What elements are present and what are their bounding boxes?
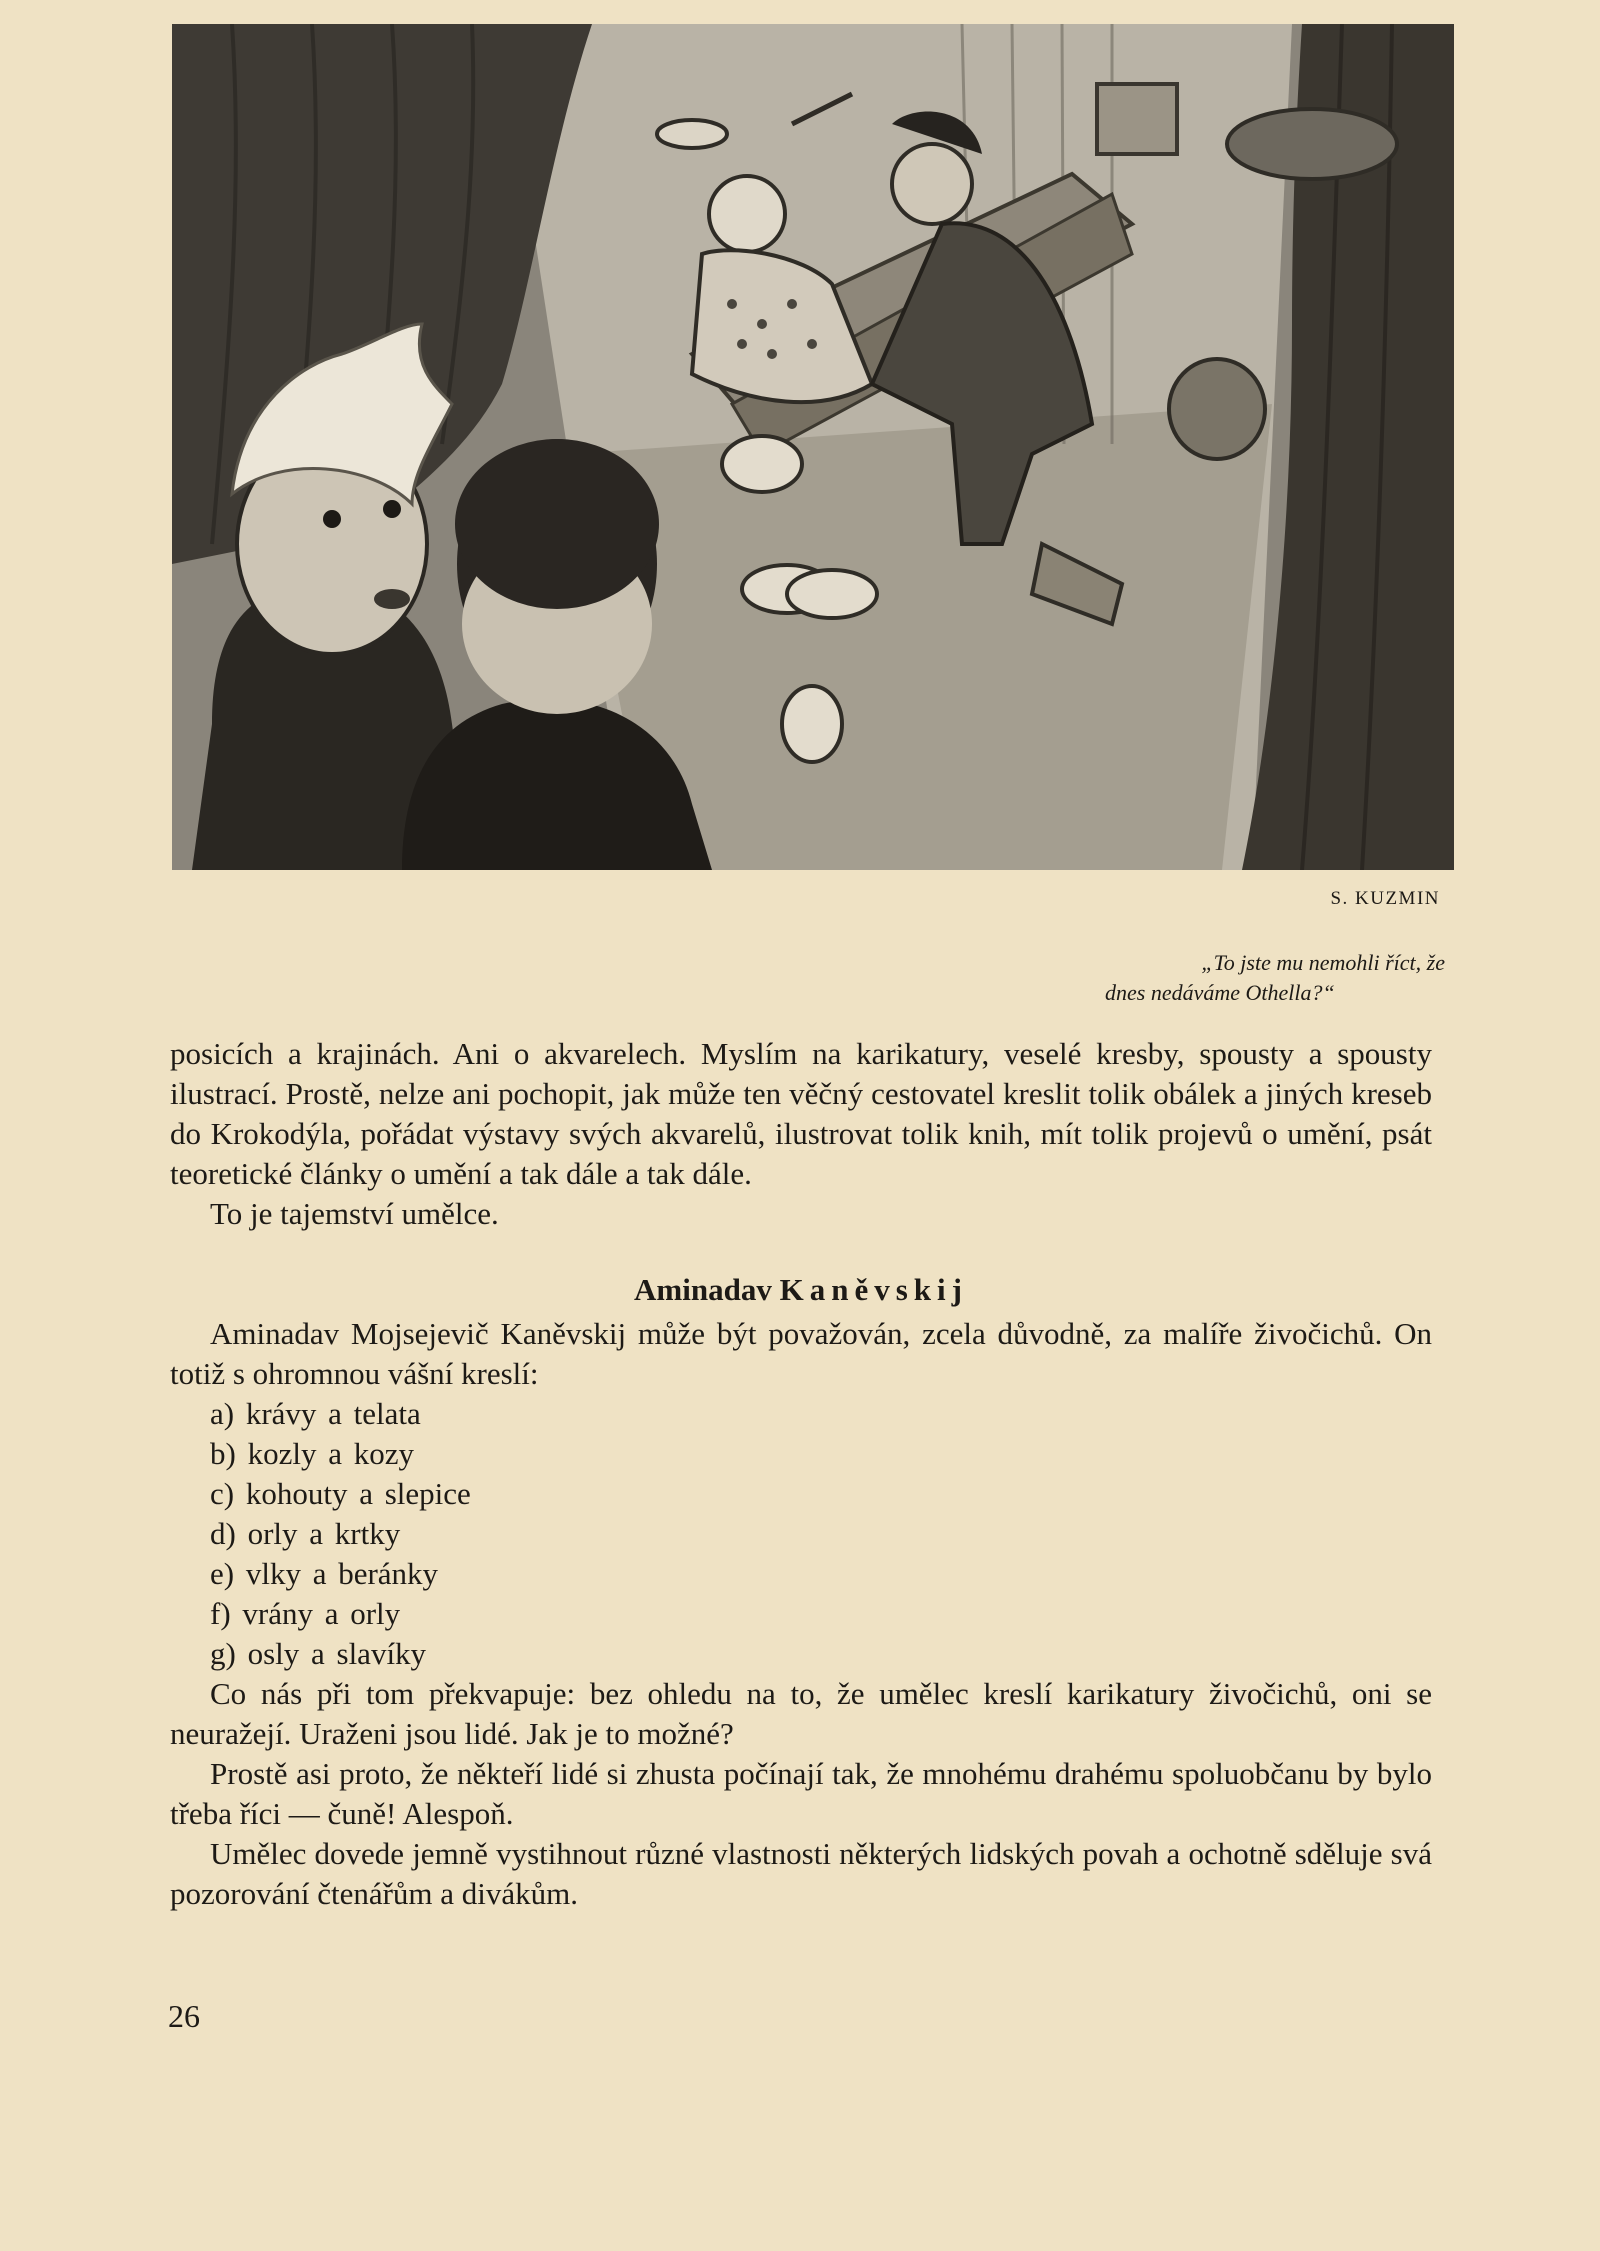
illustration-caption bbox=[1050, 948, 1445, 1008]
article-body bbox=[170, 1034, 1432, 1914]
animals-list bbox=[170, 1394, 1432, 1674]
list-item: e) vlky a beránky bbox=[210, 1556, 439, 1591]
list-item: b) kozly a kozy bbox=[210, 1436, 414, 1471]
list-item: f) vrány a orly bbox=[210, 1596, 401, 1631]
surprise-paragraph: Co nás při tom překvapuje: bez ohledu na to, že umělec kreslí karikatury živočichů, oni se neuražejí. Uraženi jsou lidé. Jak je to možné? bbox=[170, 1676, 1432, 1751]
intro-paragraph: posicích a krajinách. Ani o akvarelech. Myslím na karikatury, veselé kresby, spousty a spousty ilustrací. Prostě, nelze ani pochopit, jak může ten věčný cestovatel kreslit tolik obálek a jiných kreseb do Krokodýla, pořádat výstavy svých akvarelů, ilustrovat tolik knih, mít tolik projevů o umění, psát teoretické články o umění a tak dále a tak dále. bbox=[170, 1036, 1432, 1191]
page-number: 26 bbox=[168, 1998, 200, 2034]
secret-line: To je tajemství umělce. bbox=[210, 1196, 499, 1231]
reason-paragraph: Prostě asi proto, že někteří lidé si zhusta počínají tak, že mnohému drahému spoluobčanu by bylo třeba říci — čuně! Alespoň. bbox=[170, 1756, 1432, 1831]
list-item: g) osly a slavíky bbox=[210, 1636, 427, 1671]
cartoon-illustration-icon bbox=[172, 24, 1454, 870]
caption-line-2: dnes nedáváme Othella?“ bbox=[1105, 980, 1335, 1005]
heading-last-name: Kaněvskij bbox=[779, 1272, 968, 1307]
section-heading bbox=[170, 1270, 1432, 1310]
animals-intro-paragraph: Aminadav Mojsejevič Kaněvskij může být považován, zcela důvodně, za malíře živočichů. On totiž s ohromnou vášní kreslí: bbox=[170, 1316, 1432, 1391]
list-item: c) kohouty a slepice bbox=[210, 1476, 471, 1511]
closing-paragraph: Umělec dovede jemně vystihnout různé vlastnosti některých lidských povah a ochotně sděluje svá pozorování čtenářům a divákům. bbox=[170, 1836, 1432, 1911]
caption-line-1: „To jste mu nemohli říct, že bbox=[1201, 950, 1445, 975]
cartoon-illustration bbox=[172, 24, 1454, 870]
heading-first-name: Aminadav bbox=[634, 1272, 772, 1307]
list-item: a) krávy a telata bbox=[210, 1396, 421, 1431]
illustration-credit: S. KUZMIN bbox=[1330, 888, 1440, 909]
list-item: d) orly a krtky bbox=[210, 1516, 401, 1551]
